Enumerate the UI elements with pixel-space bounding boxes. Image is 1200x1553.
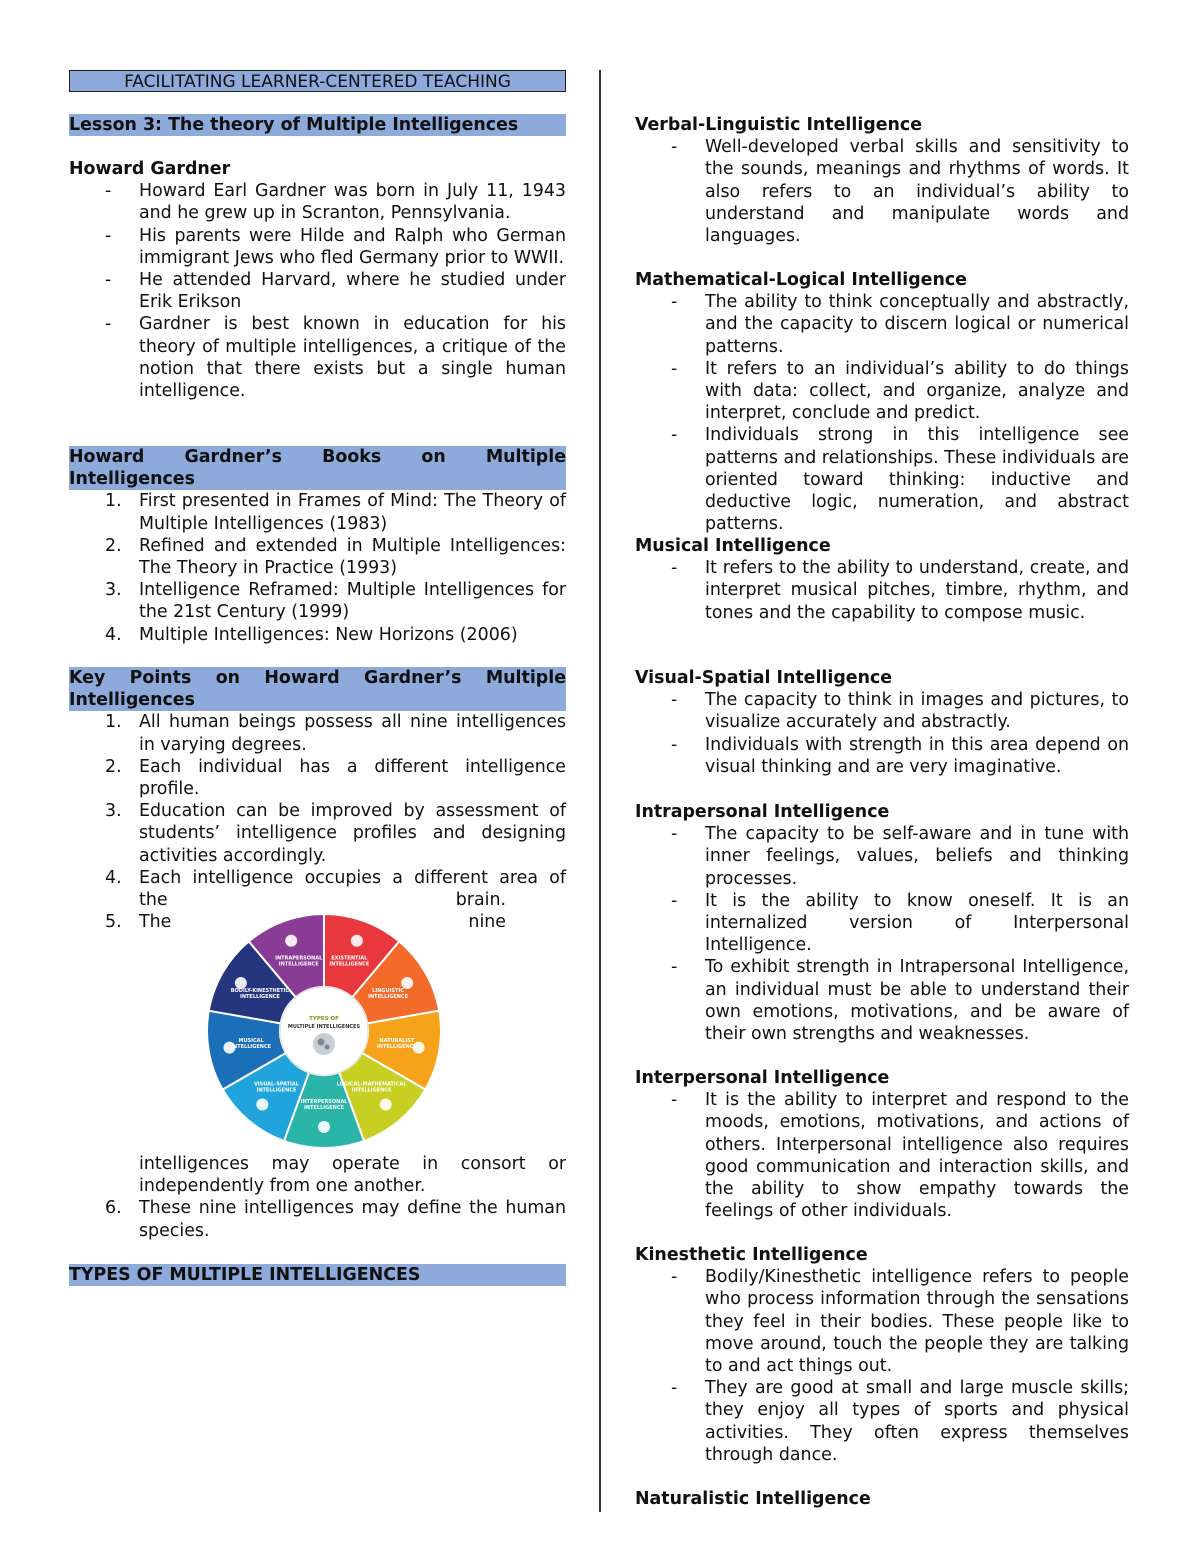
section-heading: Musical Intelligence (635, 536, 831, 556)
section-verbal (635, 114, 1129, 247)
list-item: - The capacity to be self-aware and in tune with inner feelings, values, beliefs and thinking processes. (635, 823, 1129, 890)
list-item: - Individuals strong in this intelligence see patterns and relationships. These individuals are oriented toward thinking: inductive and deductive logic, numeration, and abstract patterns. (635, 424, 1129, 535)
section-books (69, 446, 566, 646)
wheel-center-line2: MULTIPLE INTELLIGENCES (287, 1024, 361, 1030)
section-math (635, 269, 1129, 535)
list-item: - It refers to the ability to understand, create, and interpret musical pitches, timbre, rhythm, and tones and the capability to compose music. (635, 557, 1129, 624)
wheel-segment-label: LINGUISTIC INTELLIGENCE (368, 988, 409, 1000)
section-musical (635, 535, 1129, 624)
visual-bullets (635, 689, 1129, 778)
column-divider (599, 70, 601, 1512)
section-heading: Visual-Spatial Intelligence (635, 668, 893, 688)
list-item: - It is the ability to know oneself. It is an internalized version of Interpersonal Intelligence. (635, 890, 1129, 957)
list-item: 6. These nine intelligences may define the human species. (105, 1198, 566, 1241)
list-item: 4. Multiple Intelligences: New Horizons (2006) (105, 624, 518, 645)
section-heading: Howard Gardner (69, 159, 231, 179)
list-item: - Gardner is best known in education for his theory of multiple intelligences, a critique of the notion that there exists but a single human intelligence. (69, 313, 566, 402)
wheel-segment-label: INTRAPERSONAL INTELLIGENCE (275, 955, 323, 968)
list-item: - Well-developed verbal skills and sensitivity to the sounds, meanings and rhythms of words. It also refers to an individual’s ability to understand and manipulate words and languages. (635, 136, 1129, 247)
list-item: - They are good at small and large muscle skills; they enjoy all types of sports and physical activities. They often express themselves through dance. (635, 1377, 1129, 1466)
kines-bullets (635, 1266, 1129, 1466)
section-heading: Interpersonal Intelligence (635, 1068, 890, 1088)
wheel-segment-label: EXISTENTIAL INTELLIGENCE (329, 955, 370, 968)
list-item: 3. Intelligence Reframed: Multiple Intelligences for the 21st Century (1999) (105, 580, 566, 623)
wheel-segment-label: NATURALIST INTELLIGENCE (376, 1037, 417, 1050)
list-item: - His parents were Hilde and Ralph who German immigrant Jews who fled Germany prior to WWII. (69, 225, 566, 269)
list-item: - The ability to think conceptually and abstractly, and the capacity to discern logical or numerical patterns. (635, 291, 1129, 358)
books-heading: Howard Gardner’s Books on Multiple Intelligences (69, 447, 566, 490)
wheel-center-line1: TYPES OF (309, 1016, 339, 1022)
list-item: 1. All human beings possess all nine intelligences in varying degrees. (105, 712, 566, 755)
wheel-segment-label: VISUAL-SPATIAL INTELLIGENCE (253, 1081, 299, 1094)
list-item: intelligences may operate in consort or independently from one another. (139, 1154, 566, 1197)
list-item: - It refers to an individual’s ability to do things with data: collect, and organize, analyze and interpret, conclude and predict. (635, 358, 1129, 425)
list-item: - Howard Earl Gardner was born in July 11, 1943 and he grew up in Scranton, Pennsylvania. (69, 180, 566, 224)
verbal-bullets (635, 136, 1129, 247)
key-points-list (0, 711, 566, 933)
wheel-segment-label: MUSICAL INTELLIGENCE (231, 1037, 272, 1050)
list-item: 1. First presented in Frames of Mind: The Theory of Multiple Intelligences (1983) (105, 491, 566, 534)
person-icon (351, 935, 363, 947)
key-points-list-cont (0, 1153, 566, 1242)
section-heading: Naturalistic Intelligence (635, 1489, 871, 1509)
person-icon (285, 935, 297, 947)
key-points-continued (69, 1153, 566, 1242)
head-gears-icon (313, 1033, 335, 1055)
section-heading: Verbal-Linguistic Intelligence (635, 115, 923, 135)
person-icon (380, 1099, 392, 1111)
wheel-segment-label: INTERPERSONAL INTELLIGENCE (300, 1099, 348, 1111)
person-icon (318, 1121, 330, 1133)
types-heading: TYPES OF MULTIPLE INTELLIGENCES (69, 1264, 566, 1286)
books-list (0, 490, 566, 645)
section-visual (635, 667, 1129, 778)
list-item: - The capacity to think in images and pictures, to visualize accurately and abstractly. (635, 689, 1129, 733)
list-item: 2. Refined and extended in Multiple Intelligences: The Theory in Practice (1993) (105, 535, 566, 579)
section-heading: Intrapersonal Intelligence (635, 802, 890, 822)
list-item: - He attended Harvard, where he studied under Erik Erikson (69, 269, 566, 313)
list-item: 2. Each individual has a different intelligence profile. (105, 756, 566, 800)
person-icon (256, 1099, 268, 1111)
list-item: - Bodily/Kinesthetic intelligence refers to people who process information through the sensations they feel in their bodies. These people like to move around, touch the people they are talking to and act things out. (635, 1266, 1129, 1377)
list-item: 5. The nine (105, 912, 506, 933)
section-heading: Kinesthetic Intelligence (635, 1245, 868, 1265)
inter-bullets (635, 1089, 1129, 1222)
list-item: 4. Each intelligence occupies a different area of the brain. (105, 867, 566, 911)
section-kinesthetic (635, 1244, 1129, 1466)
intra-bullets (635, 823, 1129, 1045)
musical-bullets (635, 557, 1129, 624)
multiple-intelligences-wheel (206, 910, 442, 1153)
wheel-segment-label: BODILY-KINESTHETIC INTELLIGENCE (230, 988, 290, 1000)
wheel-segment-label: LOGICAL-MATHEMATICAL INTELLIGENCE (336, 1081, 407, 1094)
list-item: 3. Education can be improved by assessment of students’ intelligence profiles and designing activities accordingly. (105, 801, 566, 866)
section-key-points (69, 667, 566, 933)
lesson-title: Lesson 3: The theory of Multiple Intelligences (69, 114, 566, 136)
math-bullets (635, 291, 1129, 535)
section-heading: Mathematical-Logical Intelligence (635, 270, 967, 290)
section-intrapersonal (635, 801, 1129, 1045)
key-points-heading: Key Points on Howard Gardner’s Multiple Intelligences (69, 668, 566, 711)
section-howard-gardner (69, 158, 566, 402)
section-naturalistic (635, 1488, 1129, 1510)
list-item: - Individuals with strength in this area depend on visual thinking and are very imaginative. (635, 734, 1129, 778)
course-title: FACILITATING LEARNER-CENTERED TEACHING (69, 70, 566, 92)
list-item: - To exhibit strength in Intrapersonal Intelligence, an individual must be able to understand their own emotions, motivations, and be aware of their own strengths and weaknesses. (635, 956, 1129, 1045)
section-interpersonal (635, 1067, 1129, 1222)
gardner-bullets (0, 180, 566, 402)
list-item: - It is the ability to interpret and respond to the moods, emotions, motivations, and actions of others. Interpersonal intelligence also requires good communication and interaction skills, and the ability to show empathy towards the feelings of other individuals. (635, 1089, 1129, 1222)
